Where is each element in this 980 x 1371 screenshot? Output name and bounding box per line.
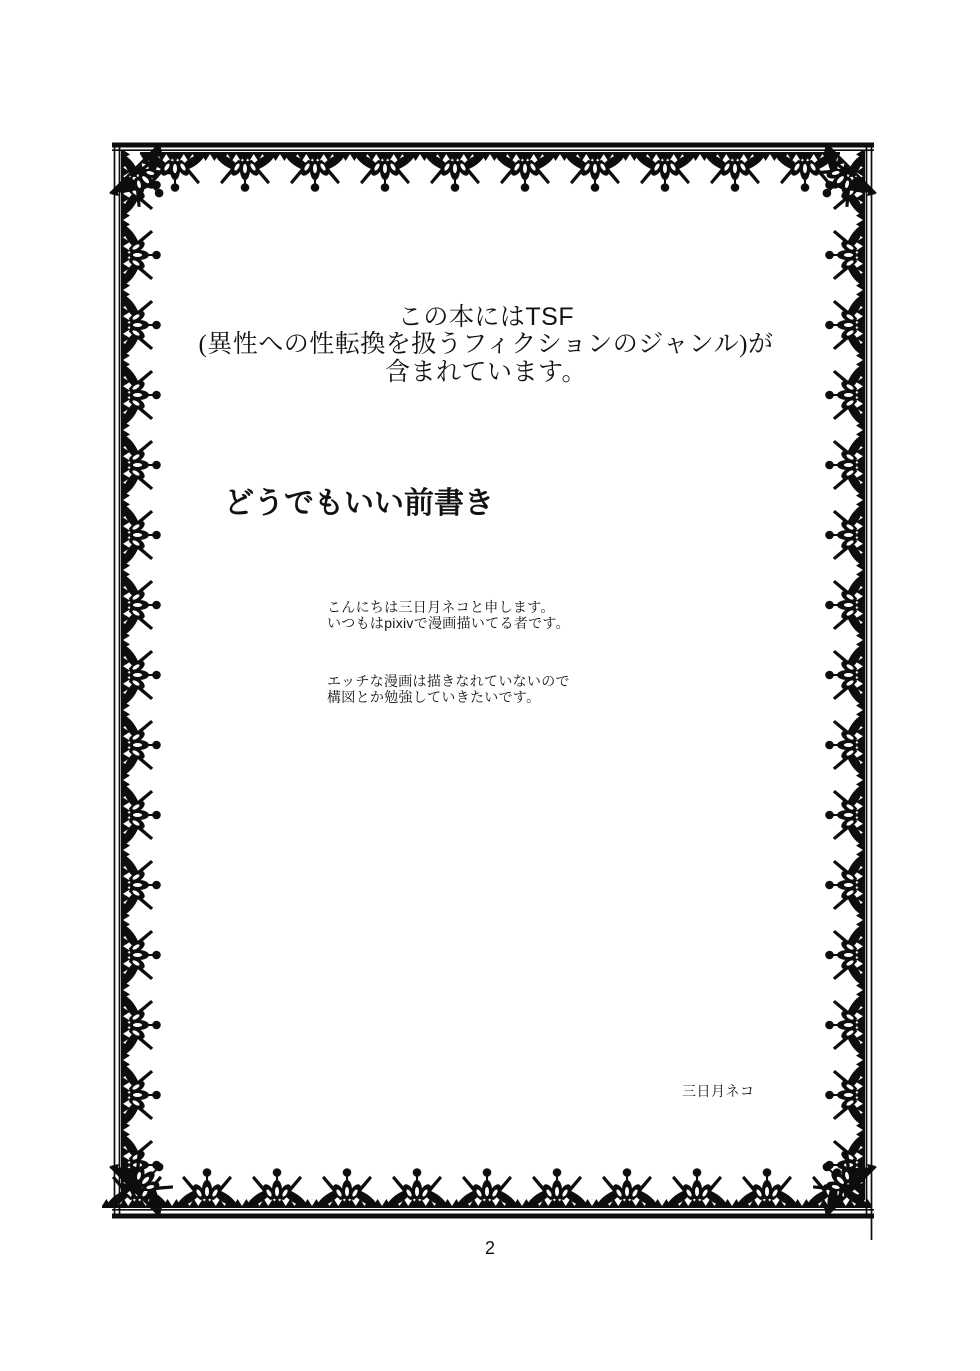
border-fleuron-icon xyxy=(825,920,865,990)
preface-heading: どうでもいい前書き xyxy=(224,487,494,520)
border-fleuron-icon xyxy=(452,1168,522,1208)
border-fleuron-icon xyxy=(121,920,161,990)
border-fleuron-icon xyxy=(825,220,865,290)
border-fleuron-icon xyxy=(630,152,700,192)
border-fleuron-icon xyxy=(121,850,161,920)
border-fleuron-icon xyxy=(420,152,490,192)
border-fleuron-icon xyxy=(662,1168,732,1208)
border-fleuron-icon xyxy=(121,430,161,500)
content-warning xyxy=(114,303,858,387)
border-fleuron-icon xyxy=(825,850,865,920)
paragraph-line: こんにちは三日月ネコと申します。 xyxy=(327,599,555,615)
border-fleuron-icon xyxy=(825,500,865,570)
border-fleuron-icon xyxy=(121,500,161,570)
border-fleuron-icon xyxy=(172,1168,242,1208)
border-fleuron-icon xyxy=(121,1060,161,1130)
border-fleuron-icon xyxy=(210,152,280,192)
content-warning-line: この本にはTSF xyxy=(397,303,575,331)
border-fleuron-icon xyxy=(382,1168,452,1208)
preface-paragraph xyxy=(327,599,570,631)
border-fleuron-icon xyxy=(280,152,350,192)
border-fleuron-icon xyxy=(312,1168,382,1208)
frame-top-band xyxy=(112,143,874,148)
paragraph-line: 構図とか勉強していきたいです。 xyxy=(327,689,541,705)
border-fleuron-icon xyxy=(121,220,161,290)
border-fleuron-icon xyxy=(825,640,865,710)
content-warning-line: (異性への性転換を扱うフィクションのジャンル)が xyxy=(198,331,774,358)
author-signature: 三日月ネコ xyxy=(682,1083,755,1099)
border-fleuron-icon xyxy=(592,1168,662,1208)
border-fleuron-icon xyxy=(490,152,560,192)
page-number: 2 xyxy=(484,1238,495,1258)
frame-bottom-band xyxy=(112,1214,874,1219)
border-fleuron-icon xyxy=(121,990,161,1060)
border-fleuron-icon xyxy=(825,710,865,780)
border-fleuron-icon xyxy=(700,152,770,192)
border-fleuron-icon xyxy=(732,1168,802,1208)
border-fleuron-icon xyxy=(560,152,630,192)
border-fleuron-icon xyxy=(825,780,865,850)
paragraph-line: いつもはpixivで漫画描いてる者です。 xyxy=(327,615,570,631)
border-fleuron-icon xyxy=(350,152,420,192)
border-fleuron-icon xyxy=(825,1060,865,1130)
content-warning-line: 含まれています。 xyxy=(384,359,587,386)
paragraph-line: エッチな漫画は描きなれていないので xyxy=(327,673,570,689)
border-fleuron-icon xyxy=(121,570,161,640)
border-fleuron-icon xyxy=(825,570,865,640)
border-fleuron-icon xyxy=(825,430,865,500)
border-fleuron-icon xyxy=(242,1168,312,1208)
border-fleuron-icon xyxy=(121,780,161,850)
preface-paragraph xyxy=(327,673,570,705)
border-fleuron-icon xyxy=(522,1168,592,1208)
border-fleuron-icon xyxy=(121,640,161,710)
border-fleuron-icon xyxy=(825,990,865,1060)
border-fleuron-icon xyxy=(121,710,161,780)
